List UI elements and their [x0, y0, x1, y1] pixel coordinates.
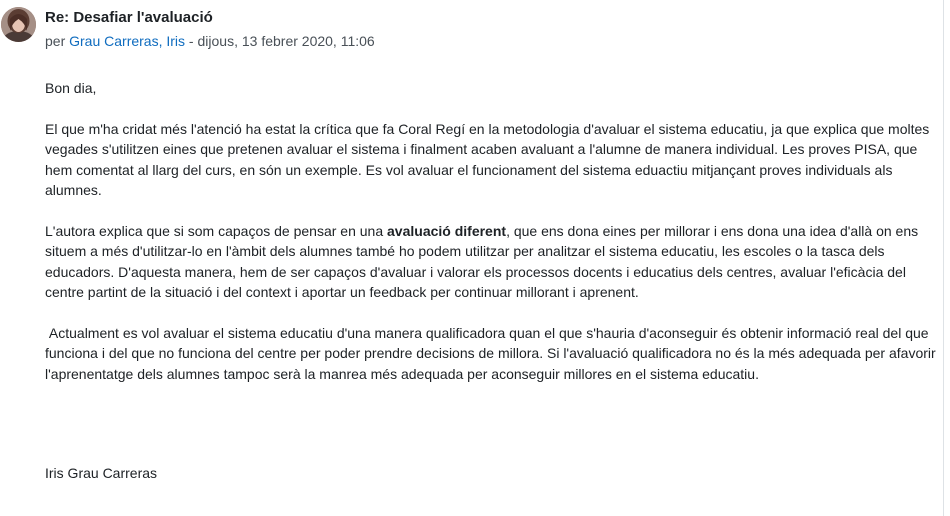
date-separator: -	[185, 33, 198, 49]
paragraph-2-end: , que ens dona eines per millorar i ens dona una idea d'allà on ens situem a més d'utilitzar-lo en l'àmbit dels alumnes també ho podem utilitzar per analitzar el sistema educatiu, les escoles o la tasca dels educadors. D'aquesta manera, hem de ser capaços d'avaluar i valorar els processos docents i educatius dels centres, avaluar l'eficàcia del centre partint de la situació i del context i aportar un feedback per continuar millorant i aprenent.	[45, 222, 919, 300]
post-subject: Re: Desafiar l'avaluació	[45, 9, 213, 26]
post-paragraph-2	[45, 221, 937, 303]
post-byline	[45, 33, 375, 49]
post-paragraph-1: El que m'ha cridat més l'atenció ha estat la crítica que fa Coral Regí en la metodologia d'avaluar el sistema educatiu, ja que explica que moltes vegades s'utilitzen eines que pretenen avaluar el sistema i finalment acaben avaluant a l'alumne de manera individual. Les proves PISA, que hem comentat al llarg del curs, en són un exemple. Es vol avaluar el funcionament del sistema eduactiu mitjançant proves individuals als alumnes.	[45, 120, 930, 198]
paragraph-2-emphasis: avaluació diferent	[387, 222, 507, 239]
avatar[interactable]	[1, 7, 36, 42]
paragraph-2-start: L'autora explica que si som capaços de pensar en una	[45, 222, 388, 239]
byline-prefix: per	[45, 33, 70, 49]
post-signature: Iris Grau Carreras	[45, 465, 158, 481]
user-avatar-image	[1, 7, 36, 42]
post-date: dijous, 13 febrer 2020, 11:06	[197, 33, 375, 49]
post-paragraph-3: Actualment es vol avaluar el sistema educatiu d'una manera qualificadora quan el que s'hauria d'aconseguir és obtenir informació real del que funciona i del que no funciona del centre per poder prendre decisions de millora. Si l'avaluació qualificadora no és la més adequada per afavorir l'aprenentatge dels alumnes tampoc serà la manrea més adequada per aconseguir millores en el sistema educatiu.	[45, 324, 940, 382]
post-greeting: Bon dia,	[45, 80, 97, 96]
author-link[interactable]: Grau Carreras, Iris	[69, 33, 186, 49]
post-content	[45, 78, 940, 404]
